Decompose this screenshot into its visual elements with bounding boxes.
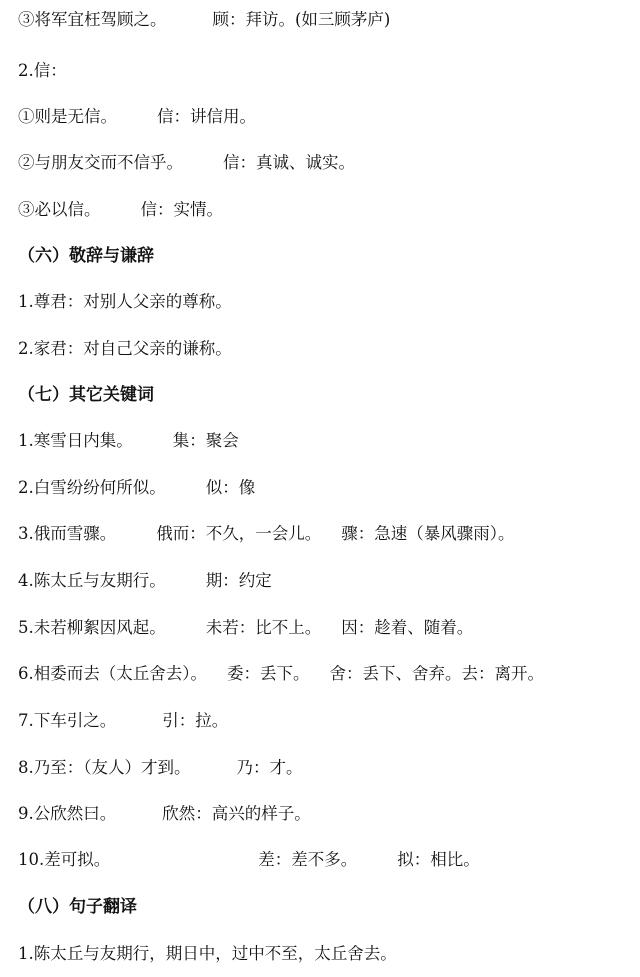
section-heading-7-text: （七）其它关键词: [18, 385, 154, 405]
line-17: [18, 754, 632, 782]
line-7: [18, 288, 632, 316]
line-17-gloss: 乃：才。: [236, 758, 303, 777]
line-5: [18, 196, 632, 224]
line-18-gloss: 欣然：高兴的样子。: [162, 804, 311, 823]
line-15: [18, 660, 632, 688]
line-15-gloss: 委：丢下。: [227, 664, 310, 683]
line-12-text: 3.俄而雪骤。: [18, 524, 117, 543]
line-11-gloss: 似：像: [205, 478, 256, 497]
line-3-gloss: 信：讲信用。: [157, 107, 256, 126]
line-16: [18, 707, 632, 735]
line-12-gloss: 俄而：不久，一会儿。: [156, 524, 322, 543]
line-3: [18, 103, 632, 131]
line-19: [18, 846, 632, 874]
line-13-text: 4.陈太丘与友期行。: [18, 571, 166, 590]
section-heading-8-text: （八）句子翻译: [18, 897, 137, 917]
line-5-gloss: 信：实情。: [140, 200, 223, 219]
line-14: [18, 614, 632, 642]
section-heading-6-text: （六）敬辞与谦辞: [18, 246, 154, 266]
line-10-text: 1.寒雪日内集。: [18, 431, 133, 450]
line-18: [18, 800, 632, 828]
line-2-text: 2.信：: [18, 61, 67, 80]
line-21-text: 1.陈太丘与友期行，期日中，过中不至，太丘舍去。: [18, 944, 397, 963]
line-10-gloss: 集：聚会: [172, 431, 239, 450]
line-14-gloss-2: 因：趁着、随着。: [341, 618, 474, 637]
line-12-gloss-2: 骤：急速（暴风骤雨）。: [341, 524, 515, 543]
line-16-gloss: 引：拉。: [162, 711, 229, 730]
line-16-text: 7.下车引之。: [18, 711, 117, 730]
line-1: [18, 6, 632, 34]
line-14-gloss: 未若：比不上。: [205, 618, 322, 637]
section-heading-8: [18, 893, 632, 921]
line-8: [18, 335, 632, 363]
line-4-text: ②与朋友交而不信乎。: [18, 153, 183, 172]
line-11-text: 2.白雪纷纷何所似。: [18, 478, 166, 497]
section-heading-7: [18, 381, 632, 409]
line-5-text: ③必以信。: [18, 200, 101, 219]
line-15-gloss-2: 舍：丢下、舍弃。去：离开。: [329, 664, 544, 683]
line-2: [18, 57, 632, 85]
line-15-text: 6.相委而去（太丘舍去）。: [18, 664, 207, 683]
line-8-text: 2.家君：对自己父亲的谦称。: [18, 339, 232, 358]
line-4-gloss: 信：真诚、诚实。: [223, 153, 355, 172]
section-heading-6: [18, 242, 632, 270]
line-19-gloss-2: 拟：相比。: [397, 850, 480, 869]
line-17-text: 8.乃至：（友人）才到。: [18, 758, 191, 777]
line-1-gloss: 顾：拜访。(如三顾茅庐): [212, 10, 391, 29]
line-14-text: 5.未若柳絮因风起。: [18, 618, 166, 637]
line-10: [18, 427, 632, 455]
line-7-text: 1.尊君：对别人父亲的尊称。: [18, 292, 232, 311]
line-19-gloss: 差：差不多。: [258, 850, 358, 869]
line-3-text: ①则是无信。: [18, 107, 117, 126]
line-1-text: ③将军宜枉驾顾之。: [18, 10, 167, 29]
line-18-text: 9.公欣然曰。: [18, 804, 117, 823]
line-21: [18, 940, 632, 968]
line-19-text: 10.差可拟。: [18, 850, 111, 869]
line-13: [18, 567, 632, 595]
line-13-gloss: 期：约定: [205, 571, 272, 590]
line-12: [18, 520, 632, 548]
line-11: [18, 474, 632, 502]
line-4: [18, 149, 632, 177]
